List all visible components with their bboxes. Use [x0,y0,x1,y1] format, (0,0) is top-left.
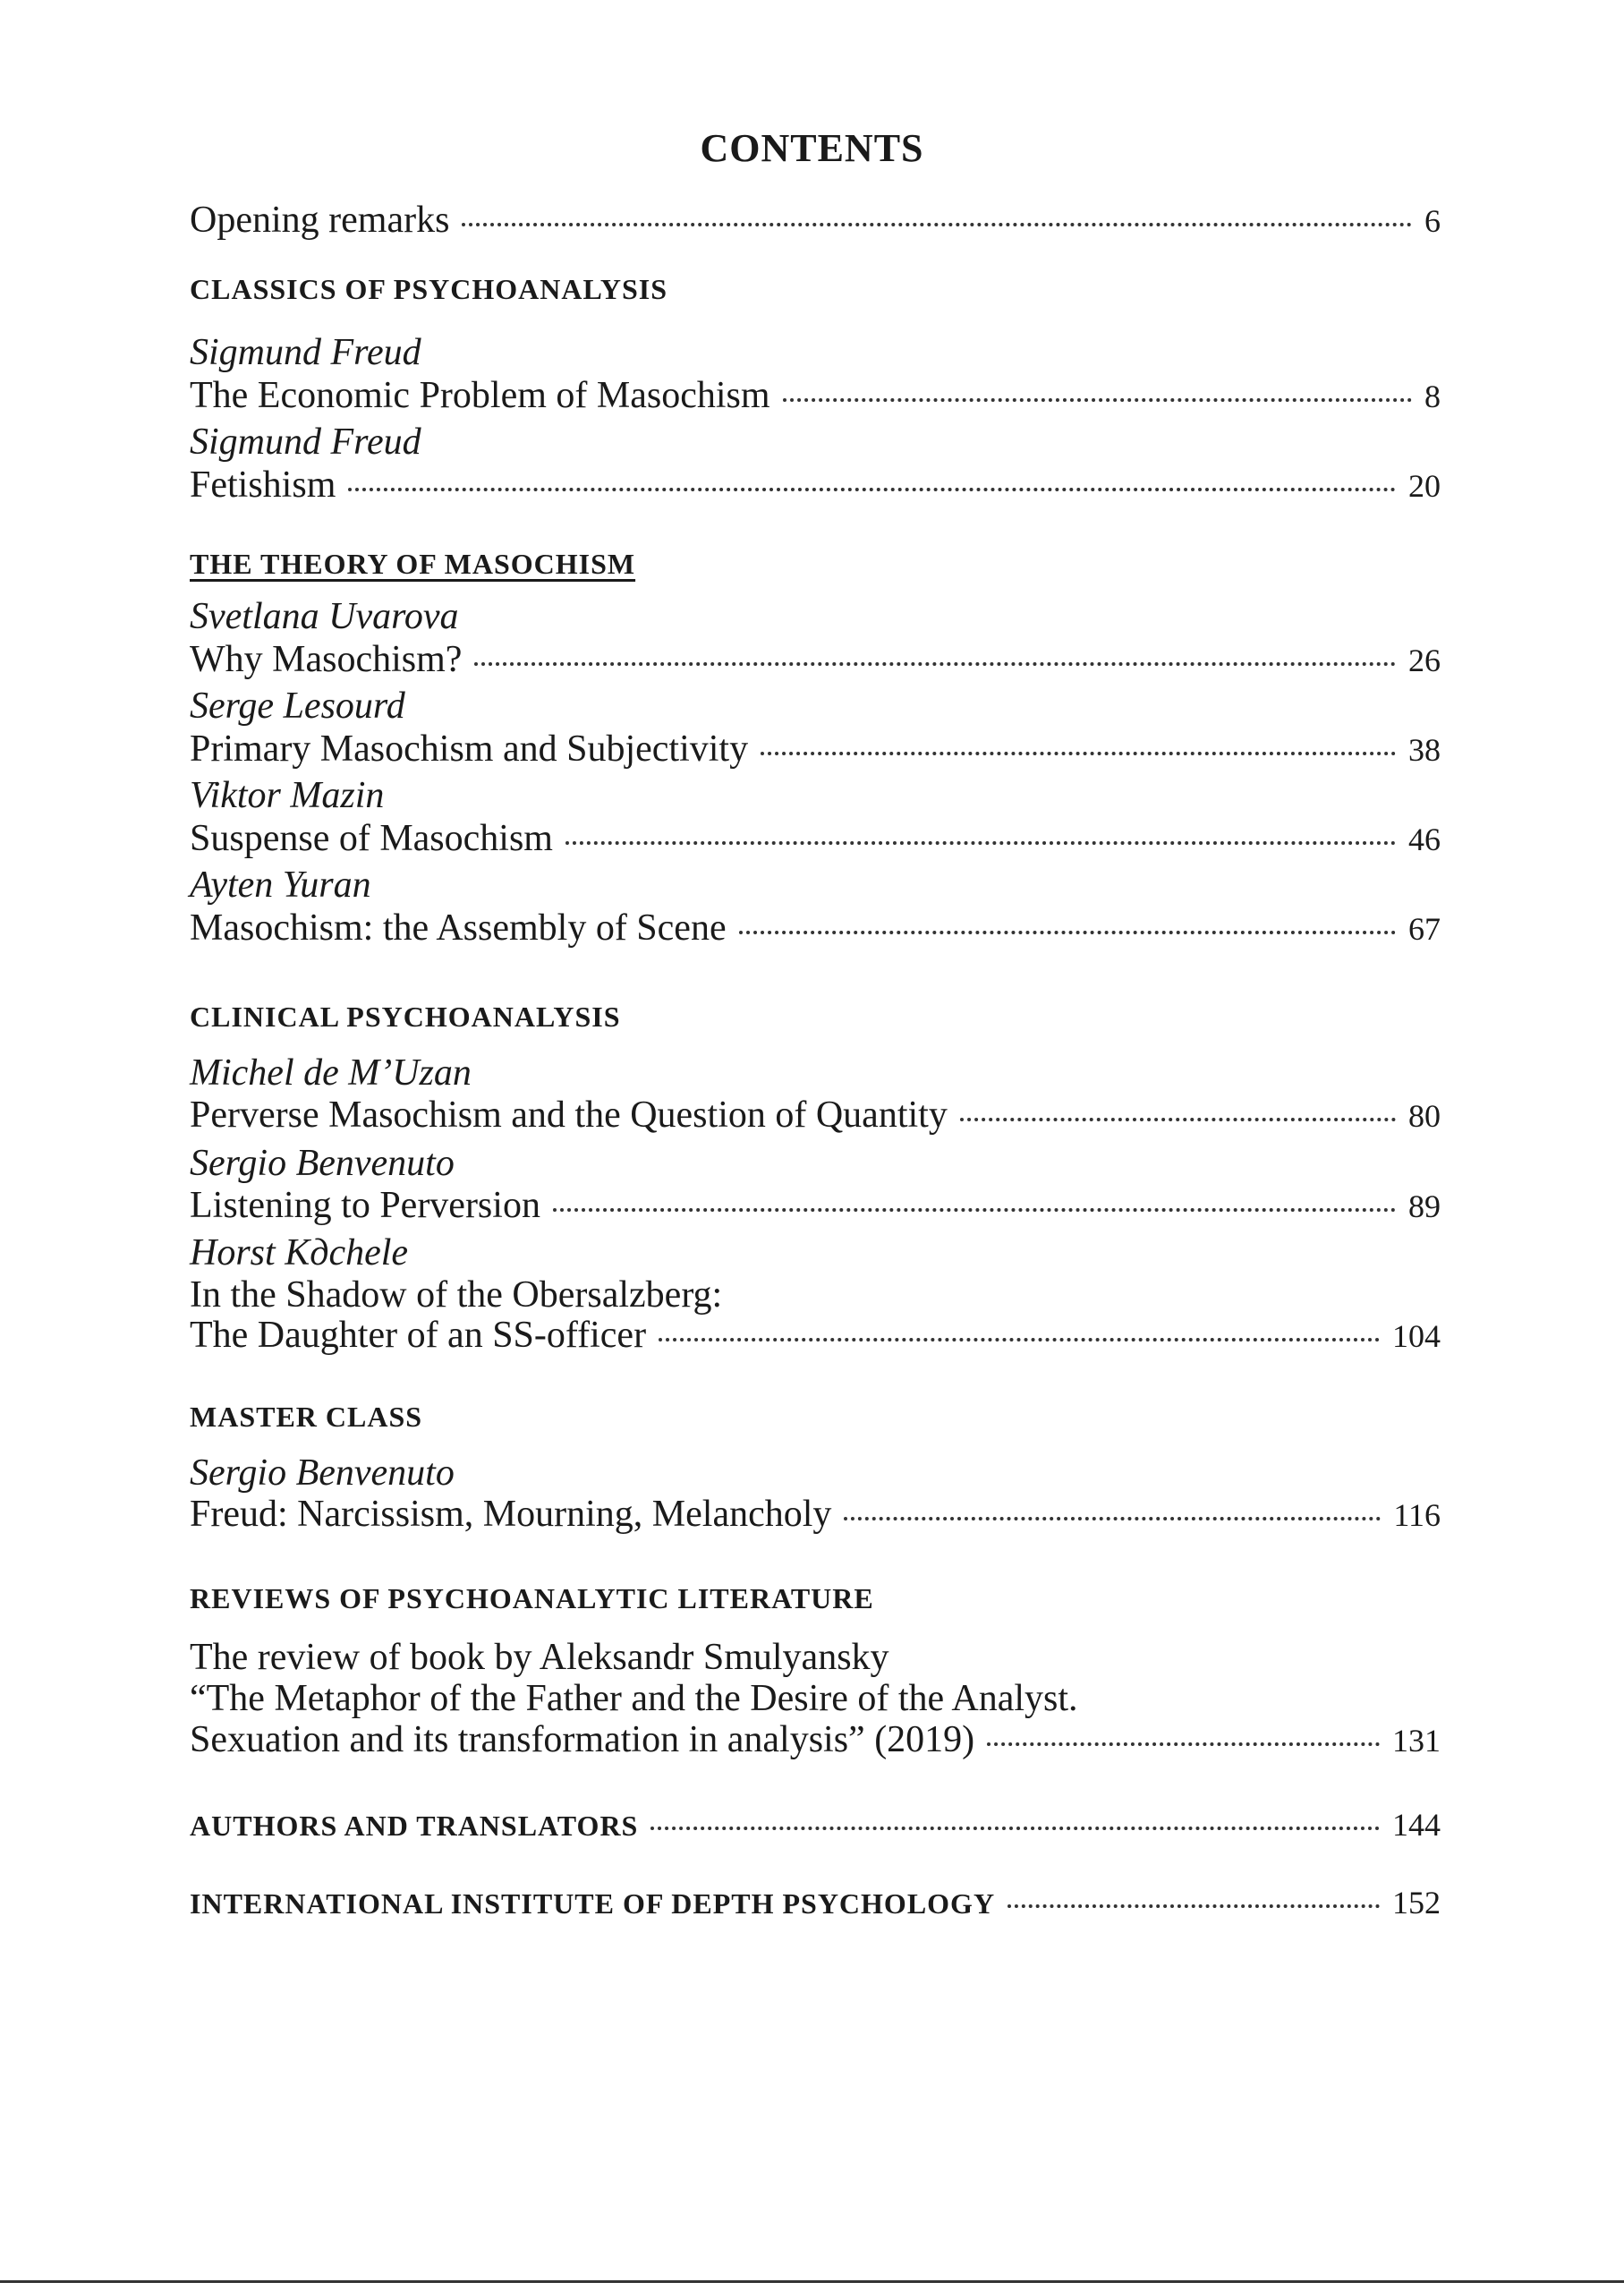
toc-entry-authors [190,1806,1441,1844]
dot-leader [553,1207,1396,1212]
dot-leader [1008,1903,1380,1908]
entry-author: Svetlana Uvarova [190,596,459,637]
page-number: 80 [1408,1098,1441,1134]
page-number: 46 [1408,822,1441,857]
entry-title: Sexuation and its transformation in analysis” (2019) [190,1719,975,1760]
dot-leader [739,930,1396,934]
toc-entry [190,817,1441,860]
page-number: 144 [1392,1807,1441,1843]
page-number: 104 [1392,1318,1441,1354]
page-number: 152 [1392,1885,1441,1921]
dot-leader [844,1516,1381,1520]
toc-entry [190,638,1441,681]
review-line: “The Metaphor of the Father and the Desire of the Analyst. [190,1678,1078,1719]
entry-author: Sergio Benvenuto [190,1143,455,1184]
page-number: 67 [1408,911,1441,947]
entry-title-line: In the Shadow of the Obersalzberg: [190,1274,723,1316]
dot-leader [474,661,1396,666]
entry-author: Serge Lesourd [190,686,405,727]
entry-title: The Economic Problem of Masochism [190,375,770,416]
entry-author: Viktor Mazin [190,775,385,816]
entry-title: Opening remarks [190,200,450,241]
dot-leader [650,1826,1380,1830]
toc-entry [190,1493,1441,1536]
page-number: 8 [1424,379,1441,414]
toc-entry [190,374,1441,417]
entry-title: Masochism: the Assembly of Scene [190,907,727,949]
entry-author: Horst Kдchele [190,1232,409,1273]
entry-author: Sergio Benvenuto [190,1452,455,1494]
dot-leader [462,222,1412,226]
entry-title: Listening to Perversion [190,1185,540,1226]
toc-entry-institute [190,1884,1441,1921]
entry-title: Perverse Masochism and the Question of Quantity [190,1094,948,1136]
page-number: 38 [1408,732,1441,768]
section-heading-clinical: CLINICAL PSYCHOANALYSIS [190,1001,621,1033]
toc-entry [190,464,1441,507]
section-heading-classics: CLASSICS OF PSYCHOANALYSIS [190,273,667,305]
page-number: 6 [1424,203,1441,239]
review-line: The review of book by Aleksandr Smulyansky [190,1637,889,1678]
dot-leader [348,487,1396,491]
toc-entry [190,1184,1441,1227]
section-heading-theory: THE THEORY OF MASOCHISM [190,548,636,580]
toc-entry-review [190,1718,1441,1761]
page-bottom-edge [0,2280,1624,2283]
dot-leader [565,840,1396,845]
page-number: 131 [1392,1723,1441,1759]
page-number: 89 [1408,1188,1441,1224]
entry-title: INTERNATIONAL INSTITUTE OF DEPTH PSYCHOLOGY [190,1887,996,1920]
entry-author: Sigmund Freud [190,332,421,373]
entry-title: Fetishism [190,464,336,506]
dot-leader [960,1117,1396,1121]
dot-leader [659,1337,1380,1341]
entry-title: Primary Masochism and Subjectivity [190,728,749,770]
entry-title: AUTHORS AND TRANSLATORS [190,1810,639,1842]
page-number: 26 [1408,643,1441,678]
dot-leader [987,1742,1380,1746]
entry-author: Michel de M’Uzan [190,1052,472,1094]
toc-entry [190,728,1441,771]
entry-title: Suspense of Masochism [190,818,553,859]
page-number: 116 [1393,1497,1441,1533]
toc-entry [190,1094,1441,1137]
entry-author: Sigmund Freud [190,422,421,463]
dot-leader [783,397,1412,402]
entry-title: Why Masochism? [190,639,463,680]
section-heading-reviews: REVIEWS OF PSYCHOANALYTIC LITERATURE [190,1582,874,1614]
dot-leader [761,751,1396,755]
toc-entry [190,907,1441,950]
section-heading-master: MASTER CLASS [190,1401,423,1433]
entry-title: The Daughter of an SS-officer [190,1315,647,1356]
toc-entry-opening [190,199,1441,242]
page-number: 20 [1408,468,1441,504]
toc-entry [190,1314,1441,1357]
entry-author: Ayten Yuran [190,864,371,906]
entry-title: Freud: Narcissism, Mourning, Melancholy [190,1494,832,1535]
page-title: CONTENTS [700,126,924,170]
